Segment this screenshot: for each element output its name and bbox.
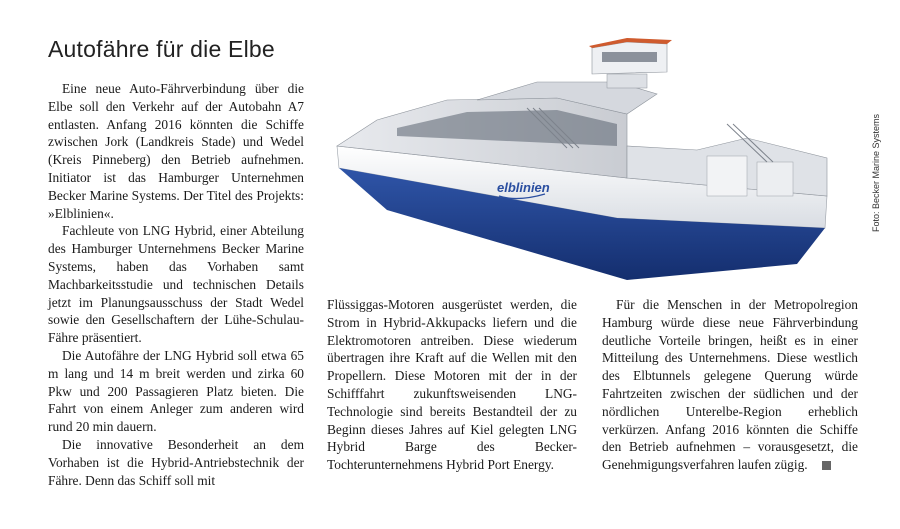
ferry-rendering — [327, 28, 857, 286]
paragraph — [602, 296, 858, 474]
article-title: Autofähre für die Elbe — [48, 36, 275, 62]
elblinien-logo: elblinien — [497, 180, 550, 195]
paragraph: Die innovative Besonderheit an dem Vorhaben ist die Hybrid-Antriebstechnik der Fähre. Denn das Schiff soll mit — [48, 436, 304, 488]
photo-credit: Foto: Becker Marine Systems — [871, 113, 881, 233]
text-column-3 — [602, 296, 858, 474]
text-column-1 — [48, 80, 304, 489]
paragraph-text: Für die Menschen in der Metropolregion Hamburg würde diese neue Fährverbindung deutliche Vorteile bringen, heißt es in einer Mitteilung des Unternehmens. Diese westlich des Elbtunnels gelegene Querung würde Fahrtzeiten zwischen der südlichen und der nördlichen Unterelbe-Region erheblich verkürzen. Anfang 2016 könnten die Schiffe den Betrieb aufnehmen – vorausgesetzt, die Genehmigungsverfahren laufen zügig. — [602, 297, 858, 473]
paragraph: Eine neue Auto-Fährverbindung über die Elbe soll den Verkehr auf der Autobahn A7 entlasten. Anfang 2016 könnten die Schiffe zwischen Jork (Landkreis Stade) und Wedel (Kreis Pinneberg) den Betrieb aufnehmen. Initiator ist das Hamburger Unternehmen Becker Marine Systems. Der Titel des Projekts: »Elblinien«. — [48, 81, 304, 221]
paragraph: Flüssiggas-Motoren ausgerüstet werden, die Strom in Hybrid-Akkupacks liefern und die Elektromotoren antreiben. Diese wiederum übertragen ihre Kraft auf die Wellen mit den Propellern. Diese Motoren mit der in der Schifffahrt zukunftsweisenden LNG-Technologie sind bereits Bestandteil der zu Beginn dieses Jahres auf Kiel gelegten LNG Hybrid Barge des Becker-Tochterunternehmens Hybrid Port Energy. — [327, 297, 577, 473]
paragraph: Fachleute von LNG Hybrid, einer Abteilung des Hamburger Unternehmens Becker Marine Systems, haben das Vorhaben samt Machbarkeitsstudie und technischen Details jetzt im Planungsausschuss der Stadt Wedel sowie den Gesellschaftern der Lühe-Schulau-Fähre präsentiert. — [48, 223, 304, 346]
text-column-2 — [327, 296, 577, 474]
paragraph: Die Autofähre der LNG Hybrid soll etwa 65 m lang und 14 m breit werden und zirka 60 Pkw und 200 Passagieren Platz bieten. Die Fahrt von einem Anleger zum anderen wird rund 20 min dauern. — [48, 347, 304, 435]
end-of-article-mark — [822, 461, 831, 470]
